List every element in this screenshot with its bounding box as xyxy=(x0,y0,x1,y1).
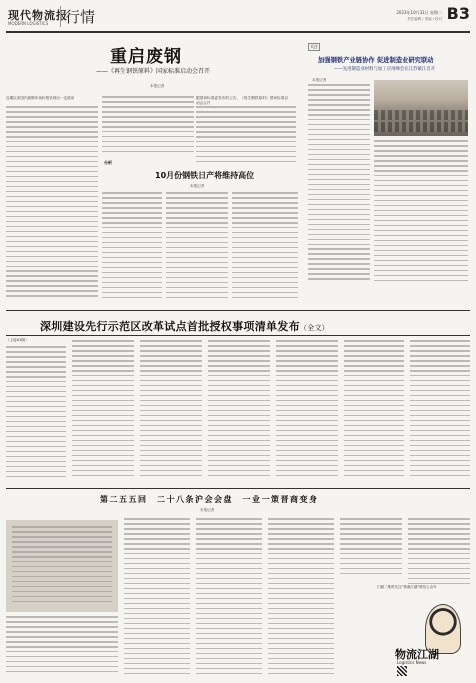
story3-col2 xyxy=(72,340,134,484)
brand-name-en: Logistics News xyxy=(397,660,427,665)
right-panel-subtitle: ——先进制造业材料与加工应用峰会在江苏镇江召开 xyxy=(334,67,435,72)
story3-col5 xyxy=(276,340,338,484)
story4-title: 第二五五回 二十八条沪会会盘 一业一策晋商变身 xyxy=(100,494,319,504)
story4-byline: 本报记者 xyxy=(200,508,215,512)
story3-col4 xyxy=(208,340,270,484)
story3-col1-head: （上接A3版） xyxy=(6,338,29,342)
story4-col2 xyxy=(124,518,190,678)
divider-bottom xyxy=(6,488,470,489)
story1-col2 xyxy=(102,96,194,156)
story1-col3 xyxy=(196,106,296,166)
paper-logo-sub: MODERN LOGISTICS xyxy=(8,21,49,26)
story2-col1 xyxy=(102,192,162,302)
story1-col3-lead: 据国家标准委发布的公告，《再生钢铁原料》国家标准启动会召开 xyxy=(196,96,288,105)
issue-date: 2023年10月31日 星期二 xyxy=(396,10,442,15)
story1-title: 重启废钢 xyxy=(110,47,182,67)
story2-col3 xyxy=(232,192,298,302)
story4-summary-box xyxy=(6,520,118,612)
paper-logo: 现代物流报 xyxy=(8,9,68,22)
story3-col7 xyxy=(410,340,470,484)
story1-col1 xyxy=(6,106,98,302)
divider-mid xyxy=(6,335,470,336)
story2-title: 10月份钢铁日产将维持高位 xyxy=(155,171,255,180)
story1-subhead: 分析 xyxy=(104,160,112,165)
qr-code xyxy=(397,666,407,676)
story4-col6 xyxy=(408,518,470,590)
right-panel-byline: 本报记者 xyxy=(312,78,327,82)
section-title: 行情 xyxy=(60,6,95,27)
editor-line: 责任编辑 / 美编 / 校对 xyxy=(407,17,442,21)
story4-summary xyxy=(12,526,112,608)
page-number: B3 xyxy=(446,4,470,23)
conference-photo xyxy=(374,80,468,136)
brand-box xyxy=(395,598,467,676)
masthead-rule xyxy=(6,31,470,33)
story3-title-suffix: （全文） xyxy=(299,324,330,332)
story1-lead: 近期以来国内废钢市场价格呈现出一定波动 xyxy=(6,96,75,100)
story3-title xyxy=(40,318,329,334)
story3-col1 xyxy=(6,346,66,484)
masthead xyxy=(6,4,470,30)
right-panel-tag: 关注 xyxy=(310,44,318,49)
divider-top xyxy=(6,310,470,311)
right-panel-col2 xyxy=(374,140,468,284)
brand-name: 物流江湖 xyxy=(395,648,439,661)
story1-byline: 本报记者 xyxy=(150,84,165,88)
story1-subtitle: ——《再生钢铁原料》国家标准启动会召开 xyxy=(96,68,211,75)
qr-caption: 扫描二维码关注“物流江湖”微信公众号 xyxy=(377,585,437,589)
story2-col2 xyxy=(166,192,228,302)
story3-title-main: 深圳建设先行示范区改革试点首批授权事项清单发布 xyxy=(40,320,300,333)
story4-col1 xyxy=(6,616,118,678)
story3-col6 xyxy=(344,340,404,484)
right-panel-col1 xyxy=(308,84,370,284)
story4-col3 xyxy=(196,518,262,678)
story4-col5 xyxy=(340,518,402,580)
story2-byline: 本报记者 xyxy=(190,184,205,188)
right-panel-title: 加强钢铁产业链协作 促进制造业研究联动 xyxy=(318,57,434,64)
story4-col4 xyxy=(268,518,334,678)
story3-col3 xyxy=(140,340,202,484)
